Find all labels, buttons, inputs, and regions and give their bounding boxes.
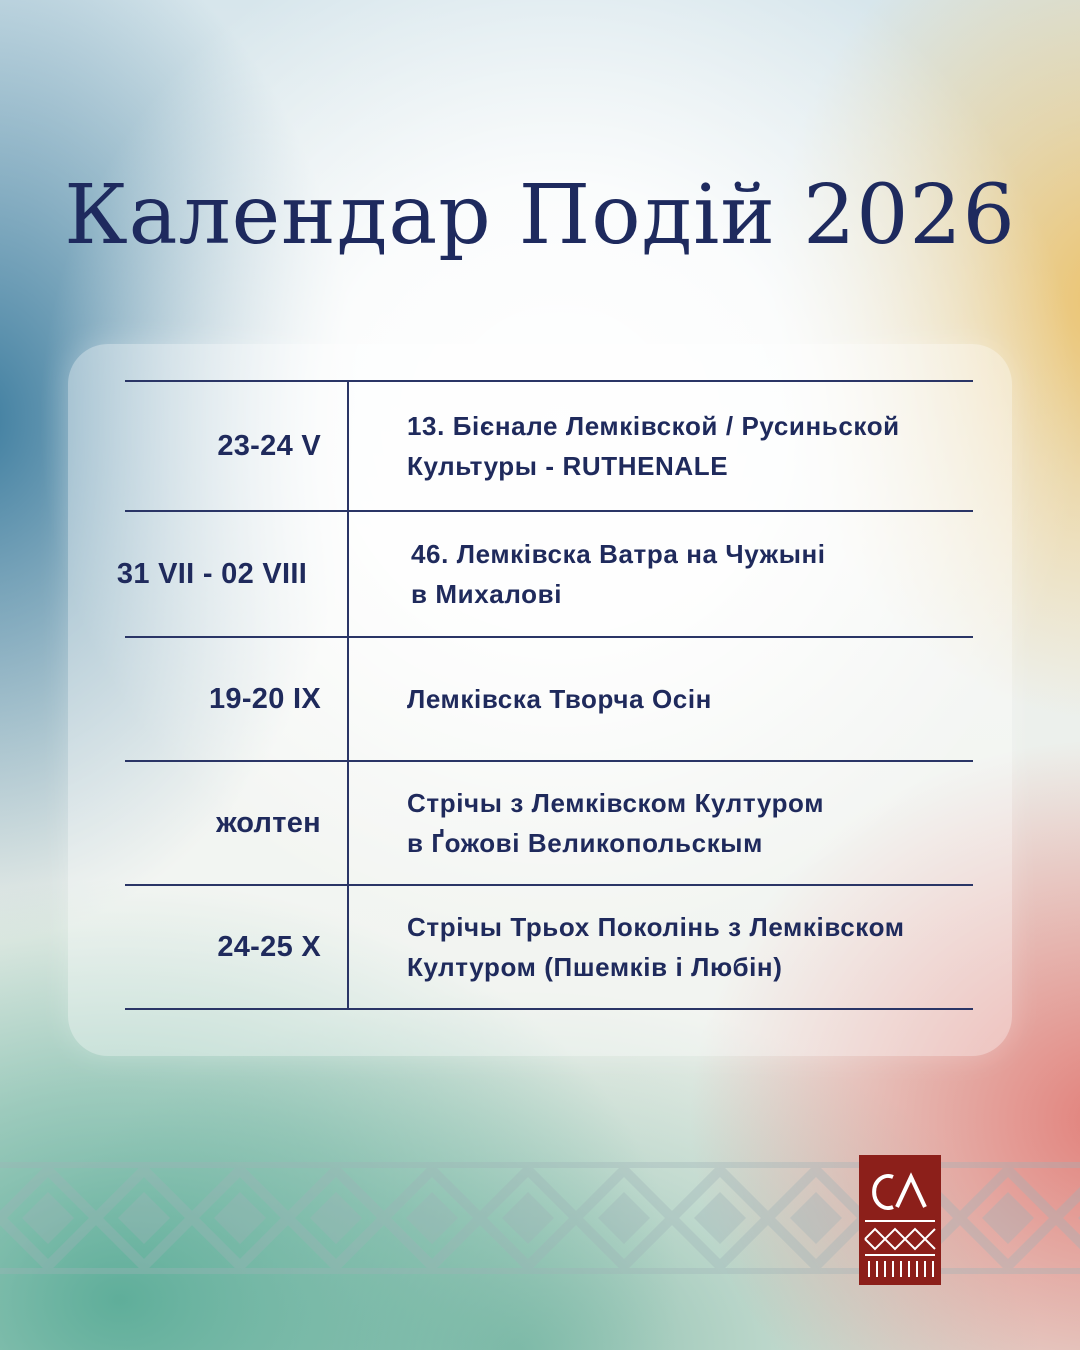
event-title xyxy=(349,512,973,636)
event-title-line: 46. Лемківска Ватра на Чужыні xyxy=(411,539,826,569)
event-row xyxy=(116,510,973,636)
event-title-line: Стрічы з Лемківском Културом xyxy=(407,788,825,818)
event-row xyxy=(125,380,973,510)
event-row xyxy=(125,636,973,760)
event-title xyxy=(349,762,973,884)
event-date: 31 VII - 02 VIII xyxy=(105,512,349,636)
event-row xyxy=(125,760,973,884)
event-title-line: Культуры - RUTHENALE xyxy=(407,451,729,481)
event-date: жолтен xyxy=(125,762,349,884)
events-table xyxy=(116,380,973,1010)
page-title: Календар Подій 2026 xyxy=(64,168,1016,263)
event-title-line: Културом (Пшемків і Любін) xyxy=(407,952,783,982)
sl-logo xyxy=(859,1155,941,1285)
event-title xyxy=(349,638,973,760)
event-title-line: 13. Бієнале Лемківской / Русиньской xyxy=(407,411,900,441)
event-date: 24-25 X xyxy=(125,886,349,1008)
event-title-line: Стрічы Трьох Поколінь з Лемківском xyxy=(407,912,905,942)
event-row xyxy=(125,884,973,1010)
event-title-line: Лемківска Творча Осін xyxy=(407,684,712,714)
event-title xyxy=(349,886,973,1008)
event-title xyxy=(349,382,973,510)
event-title-line: в Михалові xyxy=(411,579,563,609)
event-date: 23-24 V xyxy=(125,382,349,510)
event-title-line: в Ґожові Великопольскым xyxy=(407,828,763,858)
event-date: 19-20 IX xyxy=(125,638,349,760)
